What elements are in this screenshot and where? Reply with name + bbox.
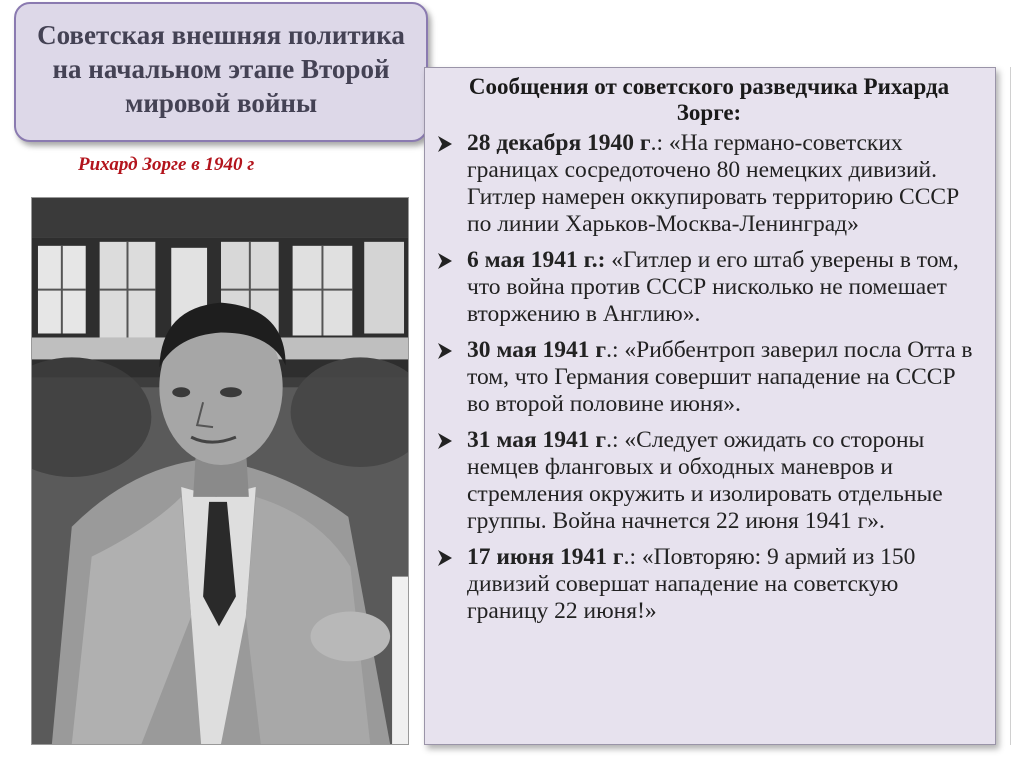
portrait-photo-graphic <box>32 198 408 744</box>
list-item-quote: .: «Следует ожидать со стороны немцев фланговых и обходных маневров и стремления окружить и изолировать отдельные группы. Война начнется 22 июня 1941 г». <box>467 427 943 534</box>
list-item <box>437 247 981 328</box>
list-item <box>437 544 981 625</box>
arrow-bullet-icon <box>437 544 467 571</box>
list-item <box>437 130 981 238</box>
list-item-quote: «Гитлер и его штаб уверены в том, что война против СССР нисколько не помешает вторжению в Англию». <box>467 247 959 327</box>
slide-title-box <box>14 2 428 142</box>
divider <box>1010 67 1011 745</box>
list-item-text <box>467 544 981 625</box>
list-item-quote: .: «На германо-советских границах сосредоточено 80 немецких дивизий. Гитлер намерен оккупировать территорию СССР по линии Харьков-Москва-Ленинград» <box>467 130 960 237</box>
list-item-text <box>467 427 981 535</box>
list-item-text <box>467 247 981 328</box>
list-item-quote: .: «Повторяю: 9 армий из 150 дивизий совершат нападение на советскую границу 22 июня!» <box>467 544 916 624</box>
photo-caption: Рихард Зорге в 1940 г <box>78 154 255 175</box>
list-item-date: 28 декабря 1940 г <box>467 130 651 156</box>
list-item <box>437 427 981 535</box>
arrow-bullet-icon <box>437 337 467 364</box>
arrow-bullet-icon <box>437 247 467 274</box>
list-item-text <box>467 337 981 418</box>
list-item-date: 17 июня 1941 г <box>467 544 624 570</box>
list-item-quote: .: «Риббентроп заверил посла Отта в том, что Германия совершит нападение на СССР во второй половине июня». <box>467 337 973 417</box>
list-item-date: 31 мая 1941 г <box>467 427 607 453</box>
arrow-bullet-icon <box>437 427 467 454</box>
arrow-bullet-icon <box>437 130 467 157</box>
slide-title: Советская внешняя политика на начальном этапе Второй мировой войны <box>37 20 405 118</box>
list-item <box>437 337 981 418</box>
list-item-date: 30 мая 1941 г <box>467 337 607 363</box>
portrait-photo <box>31 197 409 745</box>
panel-heading: Сообщения от советского разведчика Рихарда Зорге: <box>468 74 950 125</box>
zorge-messages-panel <box>424 67 996 745</box>
list-item-date: 6 мая 1941 г.: <box>467 247 606 273</box>
list-item-text <box>467 130 981 238</box>
